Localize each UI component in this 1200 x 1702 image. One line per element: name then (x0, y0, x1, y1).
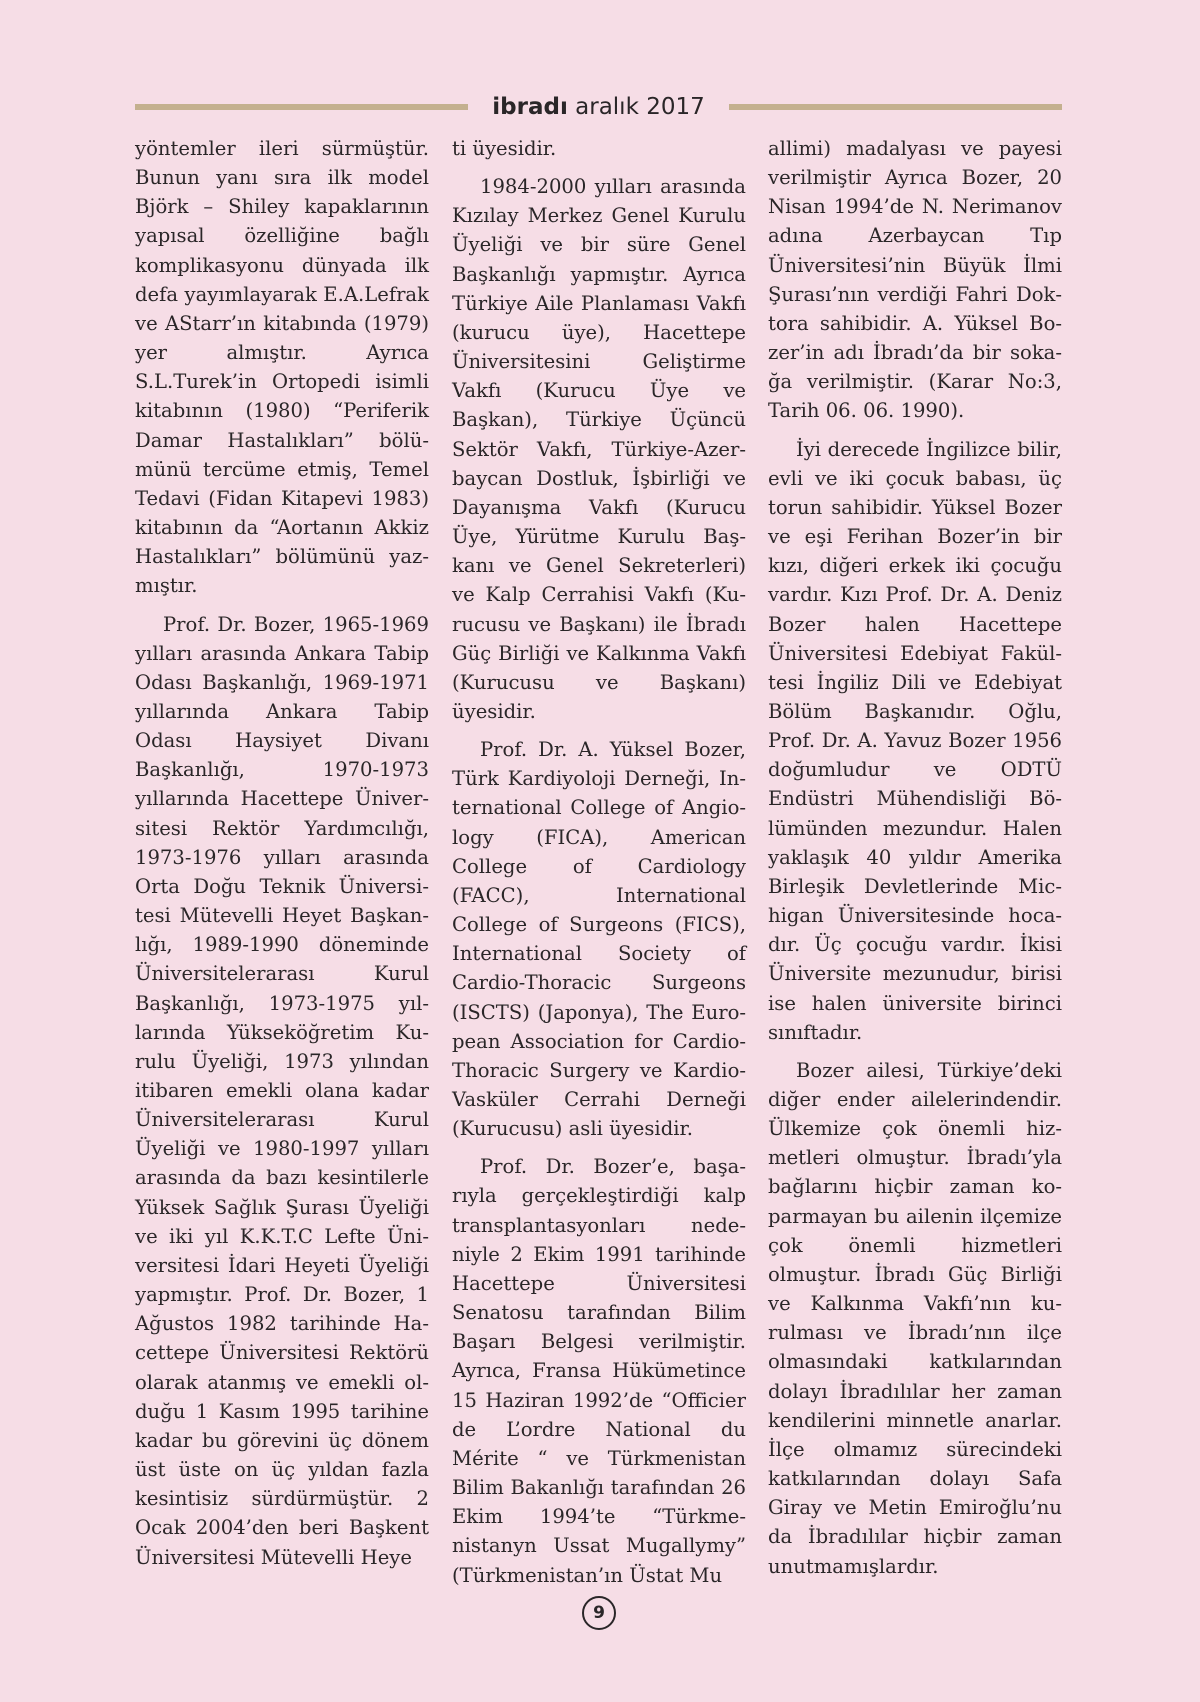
paragraph: ti üyesidir. (452, 137, 557, 160)
paragraph: Prof. Dr. Bozer’e, başarıyla gerçekleştirdiği kalp transplantasyonları nedeniyle 2 Ekim 1991 tarihinde Hacettepe Üniversitesi Senatosu tarafından Bilim Başarı Belgesi verilmiştir. Ayrıca, Fransa Hükümetince 15 Haziran 1992’de “Officier de L’ordre National du Mérite “ ve Türkmenistan Bilim Bakanlığı tarafından 26 Ekim 1994’te “Türkmenistanyn Ussat Mugallymy” (Türkmenistan’ın Üstat Mu (452, 1155, 746, 1587)
magazine-issue: aralık 2017 (575, 94, 705, 120)
text-column-1 (135, 134, 429, 1581)
paragraph: İyi derecede İngilizce bilir, evli ve iki çocuk babası, üç torun sahibidir. Yüksel Bozer ve eşi Ferihan Bozer’in bir kızı, diğeri erkek iki çocuğu vardır. Kızı Prof. Dr. A. Deniz Bozer halen Hacettepe Üniversitesi Edebiyat Fakültesi İngiliz Dili ve Edebiyat Bölüm Başkanıdır. Oğlu, Prof. Dr. A. Yavuz Bozer 1956 doğumludur ve ODTÜ Endüstri Mühendisliği Bölümünden mezundur. Halen yaklaşık 40 yıldır Amerika Birleşik Devletlerinde Michigan Üniversitesinde hocadır. Üç çocuğu vardır. İkisi Üniversite mezunudur, birisi ise halen üniversite birinci sınıftadır. (768, 437, 1062, 1044)
paragraph: 1984-2000 yılları arasında Kızılay Merkez Genel Kurulu Üyeliği ve bir süre Genel Başkanlığı yapmıştır. Ayrıca Türkiye Aile Planlaması Vakfı (kurucu üye), Hacettepe Üniversitesini Geliştirme Vakfı (Kurucu Üye ve Başkan), Türkiye Üçüncü Sektör Vakfı, Türkiye-Azerbaycan Dostluk, İşbirliği ve Dayanışma Vakfı (Kurucu Üye, Yürütme Kurulu Başkanı ve Genel Sekreterleri) ve Kalp Cerrahisi Vakfı (Kurucusu ve Başkanı) ile İbradı Güç Birliği ve Kalkınma Vakfı (Kurucusu ve Başkanı) üyesidir. (452, 175, 746, 723)
paragraph: Prof. Dr. A. Yüksel Bozer, Türk Kardiyoloji Derneği, International College of Angiology (FICA), American College of Cardiology (FACC), International College of Surgeons (FICS), International Society of Cardio-Thoracic Surgeons (ISCTS) (Japonya), The European Association for Cardio-Thoracic Surgery ve Kardio-Vasküler Cerrahi Derneği (Kurucusu) asli üyesidir. (452, 738, 746, 1141)
text-column-2 (452, 134, 746, 1599)
page-number: 9 (582, 1596, 616, 1630)
paragraph: yöntemler ileri sürmüştür. Bunun yanı sıra ilk model Björk – Shiley kapaklarının yapısal özelliğine bağlı komplikasyonu dünyada ilk defa yayımlayarak E.A.Lefrak ve AStarr’ın kitabında (1979) yer almıştır. Ayrıca S.L.Turek’in Ortopedi isimli kitabının (1980) “Periferik Damar Hastalıkları” bölümünü tercüme etmiş, Temel Tedavi (Fidan Kitapevi 1983) kitabının da “Aortanın Akkiz Hastalıkları” bölümünü yazmıştır. (135, 137, 429, 598)
page-header (135, 92, 1062, 122)
header-rule-right (729, 104, 1062, 110)
paragraph: allimi) madalyası ve payesi verilmiştir Ayrıca Bozer, 20 Nisan 1994’de N. Nerimanov adına Azerbaycan Tıp Üniversitesi’nin Büyük İlmi Şurası’nın verdiği Fahri Doktora sahibidir. A. Yüksel Bozer’in adı İbradı’da bir sokağa verilmiştir. (Karar No:3, Tarih 06. 06. 1990). (768, 137, 1062, 423)
magazine-brand: ibradı (492, 94, 568, 120)
header-rule-left (135, 104, 468, 110)
paragraph: Prof. Dr. Bozer, 1965-1969 yılları arasında Ankara Tabip Odası Başkanlığı, 1969-1971 yıllarında Ankara Tabip Odası Haysiyet Divanı Başkanlığı, 1970-1973 yıllarında Hacettepe Üniversitesi Rektör Yardımcılığı, 1973-1976 yılları arasında Orta Doğu Teknik Üniversitesi Mütevelli Heyet Başkanlığı, 1989-1990 döneminde Üniversitelerarası Kurul Başkanlığı, 1973-1975 yıllarında Yükseköğretim Kurulu Üyeliği, 1973 yılından itibaren emekli olana kadar Üniversitelerarası Kurul Üyeliği ve 1980-1997 yılları arasında da bazı kesintilerle Yüksek Sağlık Şurası Üyeliği ve iki yıl K.K.T.C Lefte Üniversitesi İdari Heyeti Üyeliği yapmıştır. Prof. Dr. Bozer, 1 Ağustos 1982 tarihinde Hacettepe Üniversitesi Rektörü olarak atanmış ve emekli olduğu 1 Kasım 1995 tarihine kadar bu görevini üç dönem üst üste on üç yıldan fazla kesintisiz sürdürmüştür. 2 Ocak 2004’den beri Başkent Üniversitesi Mütevelli Heye (135, 612, 429, 1569)
magazine-title (468, 94, 728, 120)
paragraph: Bozer ailesi, Türkiye’deki diğer ender ailelerindendir. Ülkemize çok önemli hizmetleri olmuştur. İbradı’yla bağlarını hiçbir zaman koparmayan bu ailenin ilçemize çok önemli hizmetleri olmuştur. İbradı Güç Birliği ve Kalkınma Vakfı’nın kurulması ve İbradı’nın ilçe olmasındaki katkılarından dolayı İbradılılar her zaman kendilerini minnetle anarlar. İlçe olmamız sürecindeki katkılarından dolayı Safa Giray ve Metin Emiroğlu’nu da İbradılılar hiçbir zaman unutmamışlardır. (768, 1058, 1062, 1578)
text-column-3 (768, 134, 1062, 1590)
